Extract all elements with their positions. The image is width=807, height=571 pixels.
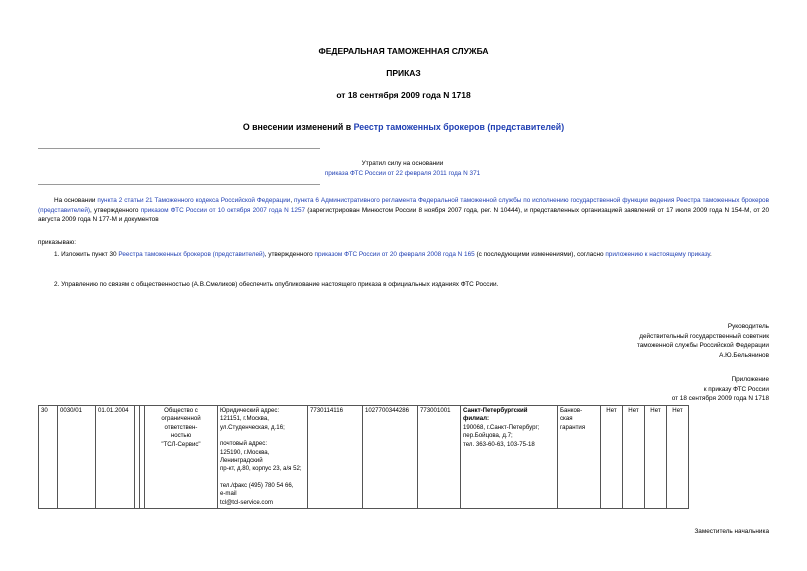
cell-ogrn: 1027700344286 xyxy=(363,406,418,509)
address-line: 125190, г.Москва, Ленинградский xyxy=(220,448,270,465)
status-note xyxy=(150,159,655,178)
preamble-text-4: (зарегистрирован Минюстом России 8 ноября 2007 года, рег. N 10444), и представленных организацией заявлений от 17 июля 2009 года N 154-М, от 20 августа 2009 года N 177-М и документов xyxy=(38,206,770,223)
address-line: 121151, г.Москва, xyxy=(220,415,269,423)
order-165-link[interactable]: приказом ФТС России от 20 февраля 2008 года N 165 xyxy=(314,251,475,258)
divider-top xyxy=(38,148,320,149)
doc-type: ПРИКАЗ xyxy=(386,68,421,78)
customs-code-link[interactable]: пункта 2 статьи 21 Таможенного кодекса Российской Федерации xyxy=(97,197,291,204)
deputy-signature: Заместитель начальника xyxy=(694,528,769,535)
guarantee-line: ская xyxy=(560,415,573,423)
signature-name: А.Ю.Бельянинов xyxy=(719,351,769,359)
page-title xyxy=(0,122,807,132)
address-gap xyxy=(220,474,305,482)
cell-inn: 7730114116 xyxy=(308,406,363,509)
branch-title: филиал: xyxy=(463,415,489,423)
org-line: ответствен- xyxy=(164,423,198,431)
cell-flag: Нет xyxy=(623,406,645,509)
admin-regulation-link[interactable]: пункта 6 Административного регламента Федеральной таможенной службы по исполнению государственной функции ведения Реестра таможенных брокеров (представителей) xyxy=(38,197,770,214)
org-line: ностью xyxy=(170,432,192,440)
appendix-line-3: от 18 сентября 2009 года N 1718 xyxy=(671,395,769,402)
agency-name: ФЕДЕРАЛЬНАЯ ТАМОЖЕННАЯ СЛУЖБА xyxy=(318,46,489,56)
repeal-order-link[interactable]: приказа ФТС России от 22 февраля 2011 года N 371 xyxy=(324,169,481,177)
cell-num: 30 xyxy=(39,406,58,509)
branch-line: тел. 363-60-63, 103-75-18 xyxy=(463,440,535,448)
branch-line: пер.Бойцова, д.7; xyxy=(463,432,513,440)
status-note-text: Утратил силу на основании xyxy=(361,160,444,167)
preamble-text-2: , xyxy=(290,197,295,204)
cell-branch xyxy=(461,406,558,509)
title-prefix: О внесении изменений в xyxy=(242,122,354,132)
preamble-text-1: На основании xyxy=(54,197,98,204)
org-line: Общество с xyxy=(164,407,198,414)
registry-table xyxy=(38,405,689,509)
item1-text-3: (с последующими изменениями), согласно xyxy=(474,251,606,258)
appendix-line-1: Приложение xyxy=(731,376,769,383)
signature-block xyxy=(469,322,769,360)
address-line: e-mail xyxy=(220,490,237,498)
item1-text-2: , утвержденного xyxy=(264,251,315,258)
order-word: приказываю: xyxy=(38,239,76,246)
registry-link[interactable]: Реестра таможенных брокеров (представителей) xyxy=(118,251,265,258)
table-row xyxy=(39,406,689,509)
item-2: 2. Управлению по связям с общественностью (А.В.Смеликов) обеспечить опубликование настоящего приказа в официальных изданиях ФТС России. xyxy=(54,281,499,288)
cell-flag: Нет xyxy=(645,406,667,509)
branch-title: Санкт-Петербургский xyxy=(463,407,528,414)
email-text: tcl@tcl-service.com xyxy=(220,498,273,506)
branch-line: 190068, г.Санкт-Петербург; xyxy=(463,423,540,431)
appendix-link[interactable]: приложению к настоящему приказу xyxy=(605,251,710,258)
preamble-paragraph xyxy=(38,196,769,225)
item-1 xyxy=(38,250,769,260)
cell-flag: Нет xyxy=(667,406,689,509)
address-line: почтовый адрес: xyxy=(220,440,268,448)
cell-kpp: 773001001 xyxy=(418,406,461,509)
address-line: тел./факс (495) 780 54 66, xyxy=(220,481,294,489)
doc-date: от 18 сентября 2009 года N 1718 xyxy=(336,90,471,100)
address-line: пр-кт, д.80, корпус 23, а/я 52; xyxy=(220,465,302,473)
item1-text-4: . xyxy=(710,251,712,258)
order-1257-link[interactable]: приказом ФТС России от 10 октября 2007 года N 1257 xyxy=(140,206,306,214)
guarantee-line: гарантия xyxy=(560,423,586,431)
signature-line-2: действительный государственный советник xyxy=(639,332,769,340)
cell-address xyxy=(218,406,308,509)
title-registry-link[interactable]: Реестр таможенных брокеров (представителей) xyxy=(353,122,565,132)
signature-line-1: Руководитель xyxy=(727,323,769,330)
cell-date: 01.01.2004 xyxy=(96,406,135,509)
signature-line-3: таможенной службы Российской Федерации xyxy=(636,342,769,349)
appendix-heading xyxy=(469,375,769,404)
org-line: ограниченной xyxy=(161,415,201,423)
appendix-line-2: к приказу ФТС России xyxy=(703,385,769,393)
cell-reg-no: 0030/01 xyxy=(58,406,96,509)
preamble-text-3: , утвержденного xyxy=(90,206,141,214)
cell-guarantee xyxy=(558,406,601,509)
cell-org xyxy=(145,406,218,509)
address-line: ул.Студенческая, д.16; xyxy=(220,423,285,431)
guarantee-line: Банков- xyxy=(560,407,583,414)
address-line: Юридический адрес: xyxy=(220,407,280,414)
cell-flag: Нет xyxy=(601,406,623,509)
item1-text-1: 1. Изложить пункт 30 xyxy=(54,251,119,258)
address-gap xyxy=(220,432,305,440)
org-line: "ТСЛ-Сервис" xyxy=(161,440,201,448)
divider-bottom xyxy=(38,184,320,185)
